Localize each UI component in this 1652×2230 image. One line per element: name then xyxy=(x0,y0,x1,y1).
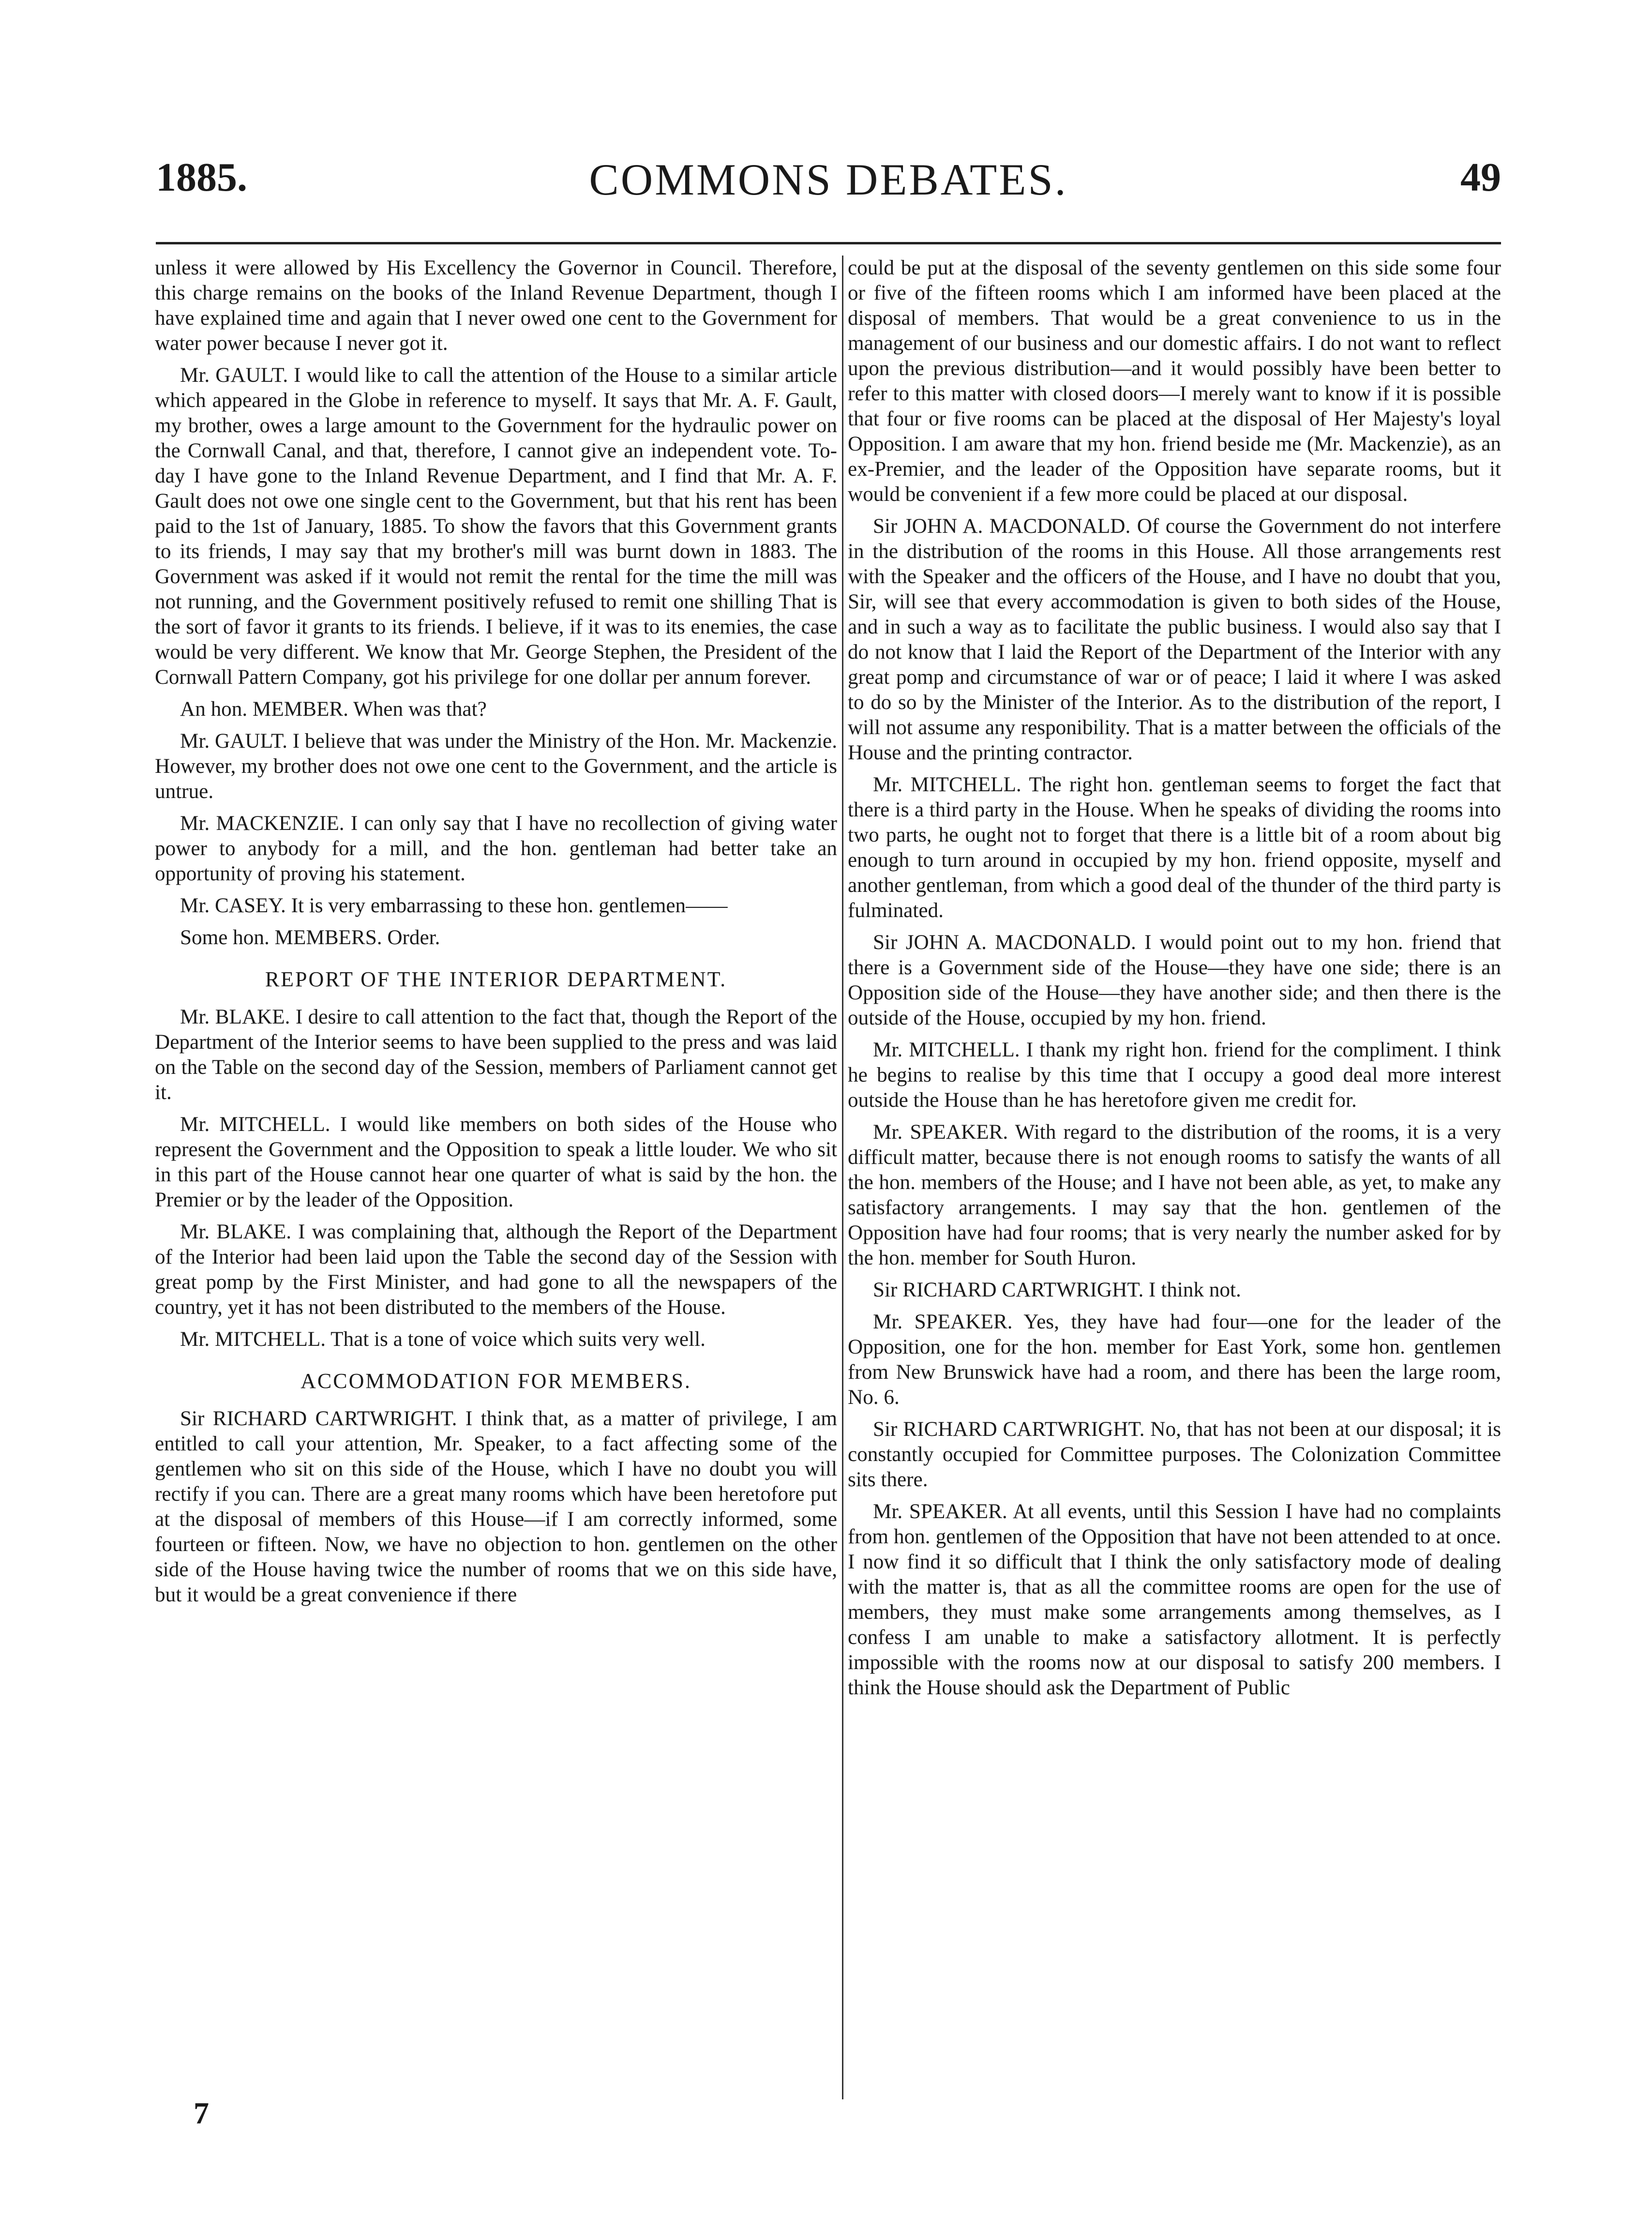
page-header xyxy=(156,154,1501,226)
paragraph: Sir RICHARD CARTWRIGHT. I think not. xyxy=(873,1279,1241,1301)
paragraph: Mr. MACKENZIE. I can only say that I have no recollection of giving water power to anybody for a mill, and the hon. gentleman had better take an opportunity of proving his statement. xyxy=(155,812,837,885)
paragraph: Mr. GAULT. I believe that was under the Ministry of the Hon. Mr. Mackenzie. However, my brother does not owe one cent to the Government, and the article is untrue. xyxy=(155,730,837,803)
signature-mark: 7 xyxy=(194,2096,209,2130)
paragraph: Mr. MITCHELL. I thank my right hon. friend for the compliment. I think he begins to realise by this time that I occupy a good deal more interest outside the House than he has heretofore given me credit for. xyxy=(848,1039,1501,1112)
header-year: 1885. xyxy=(156,155,247,200)
left-column xyxy=(155,256,837,2099)
paragraph: Mr. GAULT. I would like to call the attention of the House to a similar article which appeared in the Globe in reference to myself. It says that Mr. A. F. Gault, my brother, owes a large amount to the Government for the hydraulic power on the Cornwall Canal, and that, therefore, I cannot give an independent vote. To-day I have gone to the Inland Revenue Department, and I find that Mr. A. F. Gault does not owe one single cent to the Government, but that his rent has been paid to the 1st of January, 1885. To show the favors that this Government grants to its friends, I may say that my brother's mill was burnt down in 1883. The Government was asked if it would not remit the rental for the time the mill was not running, and the Government positively refused to remit one shilling That is the sort of favor it grants to its friends. I believe, if it was to its enemies, the case would be very different. We know that Mr. George Stephen, the President of the Cornwall Pattern Company, got his privilege for one dollar per annum forever. xyxy=(155,364,837,689)
header-title: COMMONS DEBATES. xyxy=(589,155,1068,204)
paragraph: could be put at the disposal of the seventy gentlemen on this side some four or five of the fifteen rooms which I am informed have been placed at the disposal of members. That would be a great convenience to us in the management of our business and our domestic affairs. I do not want to reflect upon the previous distribution—and it would possibly have been better to refer to this matter with closed doors—I merely want to know if it is possible that four or five rooms can be placed at the disposal of Her Majesty's loyal Opposition. I am aware that my hon. friend beside me (Mr. Mackenzie), as an ex-Premier, and the leader of the Opposition have separate rooms, but it would be convenient if a few more could be placed at our disposal. xyxy=(848,256,1501,506)
paragraph: Mr. CASEY. It is very embarrassing to these hon. gentlemen—— xyxy=(180,894,728,917)
paragraph: Sir JOHN A. MACDONALD. Of course the Government do not interfere in the distribution of the rooms in this House. All those arrangements rest with the Speaker and the officers of the House, and I have no doubt that you, Sir, will see that every accommodation is given to both sides of the House, and in such a way as to facilitate the public business. I would also say that I do not know that I laid the Report of the Department of the Interior with any great pomp and circumstance of war or of peace; I laid it where I was asked to do so by the Minister of the Interior. As to the distribution of the report, I will not assume any responibility. That is a matter between the officials of the House and the printing contractor. xyxy=(848,515,1501,764)
paragraph: Sir JOHN A. MACDONALD. I would point out to my hon. friend that there is a Government side of the House—they have one side; there is an Opposition side of the House—they have another side; and then there is the outside of the House, occupied by my hon. friend. xyxy=(848,931,1501,1029)
paragraph: An hon. MEMBER. When was that? xyxy=(180,698,487,721)
paragraph: Mr. SPEAKER. At all events, until this Session I have had no complaints from hon. gentlemen of the Opposition that have not been attended to at once. I now find it so difficult that I think the only satisfactory mode of dealing with the matter is, that as all the committee rooms are open for the use of members, they must make some arrangements among themselves, as I confess I am unable to make a satisfactory allotment. It is perfectly impossible with the rooms now at our disposal to satisfy 200 members. I think the House should ask the Department of Public xyxy=(848,1500,1501,1699)
paragraph: Mr. BLAKE. I desire to call attention to the fact that, though the Report of the Department of the Interior seems to have been supplied to the press and was laid on the Table on the second day of the Session, members of Parliament cannot get it. xyxy=(155,1006,837,1104)
paragraph: Some hon. MEMBERS. Order. xyxy=(180,926,440,949)
paragraph: Sir RICHARD CARTWRIGHT. I think that, as a matter of privilege, I am entitled to call your attention, Mr. Speaker, to a fact affecting some of the gentlemen who sit on this side of the House, which I have no doubt you will rectify if you can. There are a great many rooms which have been heretofore put at the disposal of members of this House—if I am correctly informed, some fourteen or fifteen. Now, we have no objection to hon. gentlemen on the other side of the House having twice the number of rooms that we on this side have, but it would be a great convenience if there xyxy=(155,1407,837,1606)
column-divider xyxy=(842,256,843,2099)
paragraph: Sir RICHARD CARTWRIGHT. No, that has not been at our disposal; it is constantly occupied for Committee purposes. The Colonization Committee sits there. xyxy=(848,1418,1501,1491)
paragraph: Mr. SPEAKER. Yes, they have had four—one for the leader of the Opposition, one for the hon. member for East York, some hon. gentlemen from New Brunswick have had a room, and there has been the large room, No. 6. xyxy=(848,1311,1501,1409)
header-page-number: 49 xyxy=(1460,155,1501,200)
header-rule xyxy=(156,242,843,244)
paragraph: unless it were allowed by His Excellency the Governor in Council. Therefore, this charge remains on the books of the Inland Revenue Department, though I have explained time and again that I never owed one cent to the Government for water power because I never got it. xyxy=(155,256,837,355)
section-heading: ACCOMMODATION FOR MEMBERS. xyxy=(300,1369,691,1393)
paragraph: Mr. BLAKE. I was complaining that, although the Report of the Department of the Interior had been laid upon the Table the second day of the Session with great pomp by the First Minister, and had gone to all the newspapers of the country, yet it has not been distributed to the members of the House. xyxy=(155,1220,837,1319)
header-rule xyxy=(843,242,1501,244)
paragraph: Mr. MITCHELL. That is a tone of voice which suits very well. xyxy=(180,1328,706,1351)
paragraph: Mr. MITCHELL. I would like members on both sides of the House who represent the Government and the Opposition to speak a little louder. We who sit in this part of the House cannot hear one quarter of what is said by the hon. the Premier or by the leader of the Opposition. xyxy=(155,1113,837,1211)
paragraph: Mr. SPEAKER. With regard to the distribution of the rooms, it is a very difficult matter, because there is not enough rooms to satisfy the wants of all the hon. members of the House; and I have not been able, as yet, to make any satisfactory arrangements. I may say that the hon. gentlemen of the Opposition have had four rooms; that is very nearly the number asked for by the hon. member for South Huron. xyxy=(848,1121,1501,1269)
paragraph: Mr. MITCHELL. The right hon. gentleman seems to forget the fact that there is a third party in the House. When he speaks of dividing the rooms into two parts, he ought not to forget that there is a little bit of a room about big enough to turn around in occupied by my hon. friend opposite, myself and another gentleman, from which a good deal of the thunder of the third party is fulminated. xyxy=(848,773,1501,922)
right-column xyxy=(848,256,1501,2099)
section-heading: REPORT OF THE INTERIOR DEPARTMENT. xyxy=(265,967,727,991)
